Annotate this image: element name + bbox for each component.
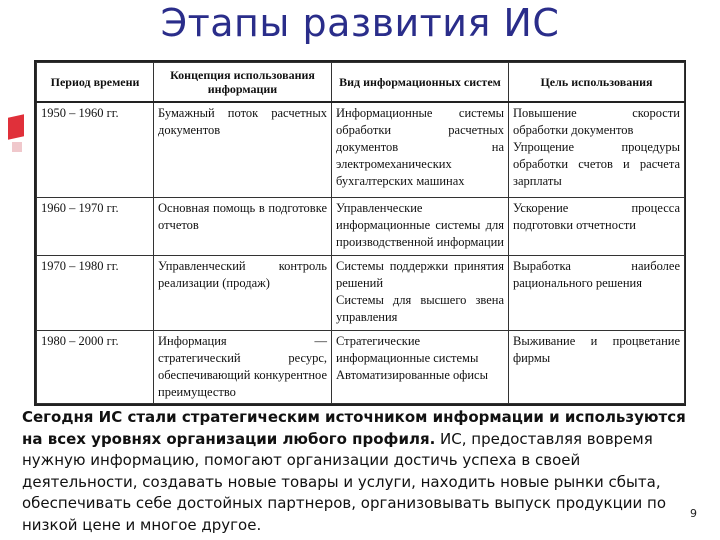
- header-concept: Концепция использования информации: [154, 63, 332, 103]
- cell-systems: Системы поддержки принятия решений Системы для высшего звена управления: [332, 255, 509, 330]
- header-period: Период времени: [37, 63, 154, 103]
- cell-systems: Управленческие информационные системы для производственной информации: [332, 197, 509, 255]
- body-bold-text: Сегодня ИС стали стратегическим источником информации и используются на всех уровнях организации любого профиля.: [22, 408, 686, 448]
- table-row: [37, 255, 685, 330]
- page-number: 9: [690, 507, 697, 520]
- body-regular-text: ИС, предоставляя вовремя нужную информацию, помогают организации достичь успеха в своей деятельности, создавать новые товары и услуги, находить новые рынки сбыта, обеспечивать себе достойных партнеров, организовывать выпуск продукции по низкой цене и многое другое.: [22, 429, 667, 534]
- table-row: [37, 197, 685, 255]
- stages-table: [36, 62, 685, 404]
- cell-concept: Бумажный поток расчетных документов: [154, 102, 332, 197]
- cell-goal: Повышение скорости обработки документов Упрощение процедуры обработки счетов и расчета зарплаты: [509, 102, 685, 197]
- body-paragraph: [22, 407, 690, 537]
- cell-period: 1950 – 1960 гг.: [37, 102, 154, 197]
- cell-systems: Стратегические информационные системы Автоматизированные офисы: [332, 330, 509, 404]
- accent-decoration: [8, 114, 24, 139]
- cell-concept: Управленческий контроль реализации (продаж): [154, 255, 332, 330]
- cell-period: 1970 – 1980 гг.: [37, 255, 154, 330]
- header-systems: Вид информационных систем: [332, 63, 509, 103]
- cell-period: 1960 – 1970 гг.: [37, 197, 154, 255]
- cell-systems: Информационные системы обработки расчетных документов на электромеханических бухгалтерских машинах: [332, 102, 509, 197]
- cell-goal: Выработка наиболее рационального решения: [509, 255, 685, 330]
- cell-goal: Ускорение процесса подготовки отчетности: [509, 197, 685, 255]
- slide-title: Этапы развития ИС: [160, 1, 560, 45]
- table-row: [37, 330, 685, 404]
- cell-concept: Информация — стратегический ресурс, обеспечивающий конкурентное преимущество: [154, 330, 332, 404]
- stages-table-container: [34, 60, 686, 406]
- cell-period: 1980 – 2000 гг.: [37, 330, 154, 404]
- header-goal: Цель использования: [509, 63, 685, 103]
- accent-decoration-small: [12, 142, 22, 152]
- cell-goal: Выживание и процветание фирмы: [509, 330, 685, 404]
- table-header-row: [37, 63, 685, 103]
- table-row: [37, 102, 685, 197]
- cell-concept: Основная помощь в подготовке отчетов: [154, 197, 332, 255]
